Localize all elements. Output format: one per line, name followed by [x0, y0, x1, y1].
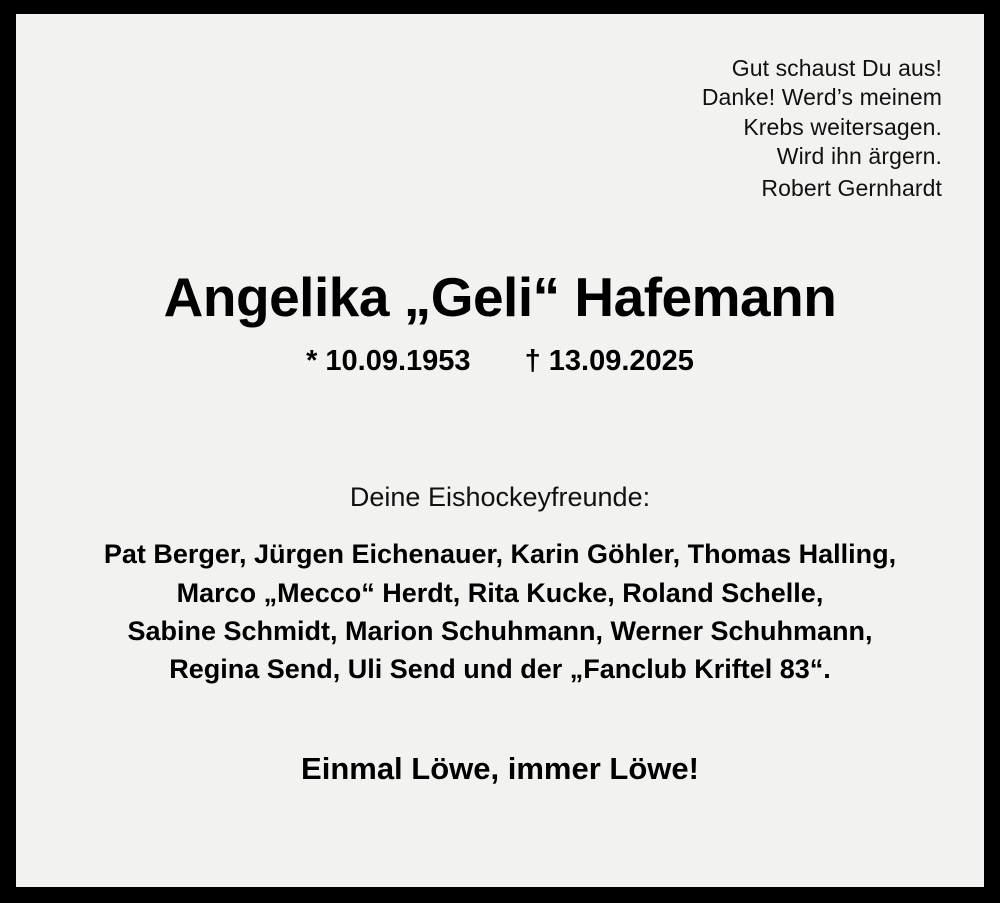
life-dates	[58, 345, 942, 378]
death-date: † 13.09.2025	[524, 345, 694, 378]
friends-list	[58, 535, 942, 688]
quote-line-3: Krebs weitersagen.	[743, 113, 942, 140]
quote-line-1: Gut schaust Du aus!	[731, 55, 942, 81]
friends-title: Deine Eishockeyfreunde:	[349, 482, 651, 513]
friends-line-1: Pat Berger, Jürgen Eichenauer, Karin Göhler, Thomas Halling,	[103, 539, 897, 570]
quote-line-4: Wird ihn ärgern.	[776, 143, 942, 170]
friends-line-4: Regina Send, Uli Send und der „Fanclub Kriftel 83“.	[169, 654, 831, 685]
quote-block	[58, 54, 942, 203]
friends-line-3: Sabine Schmidt, Marion Schuhmann, Werner Schuhmann,	[127, 615, 873, 646]
quote-author: Robert Gernhardt	[761, 174, 942, 201]
friends-line-2: Marco „Mecco“ Herdt, Rita Kucke, Roland Schelle,	[176, 577, 824, 608]
quote-line-2: Danke! Werd’s meinem	[701, 84, 942, 111]
obituary-card	[16, 14, 984, 887]
deceased-name: Angelika „Geli“ Hafemann	[163, 266, 837, 329]
birth-date: * 10.09.1953	[306, 345, 471, 378]
closing-motto: Einmal Löwe, immer Löwe!	[301, 750, 699, 786]
